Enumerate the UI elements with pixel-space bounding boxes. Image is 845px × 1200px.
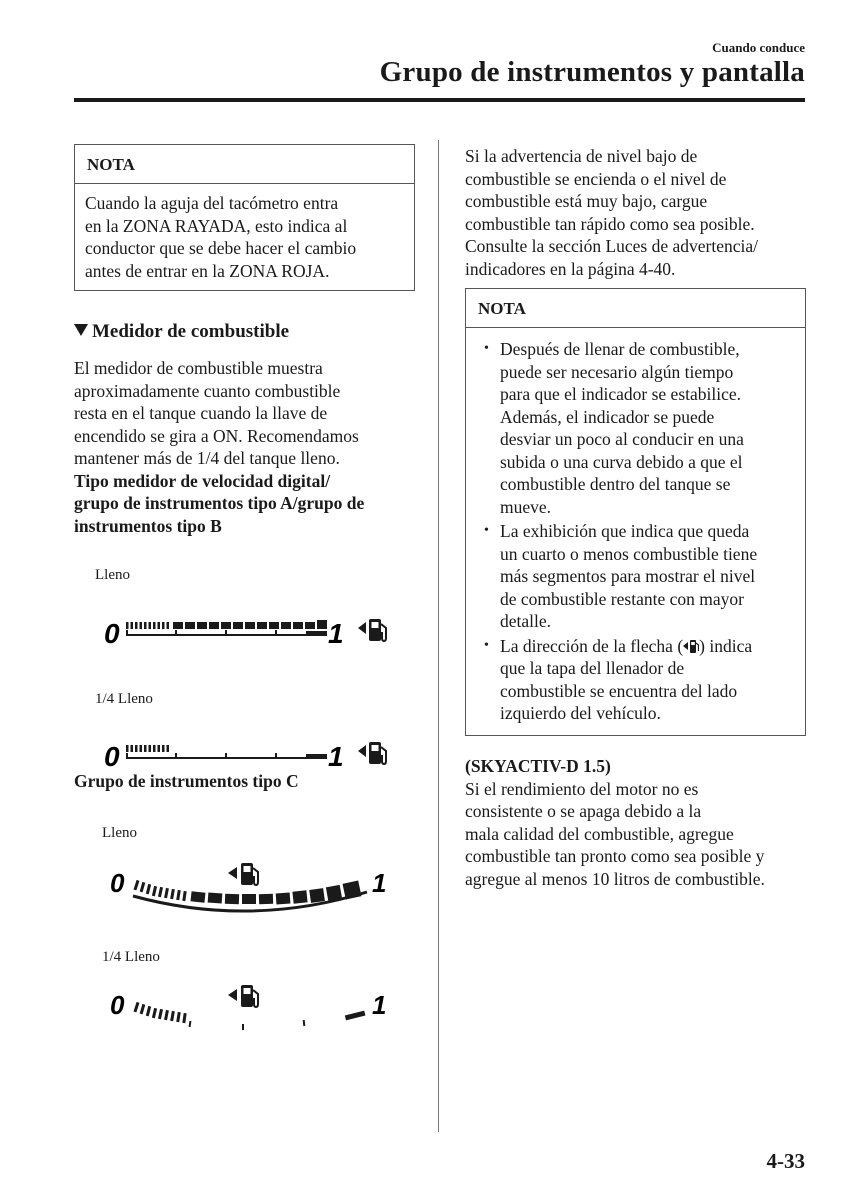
linear-fuel-gauge-quarter	[100, 735, 410, 775]
paragraph-line: resta en el tanque cuando la llave de	[74, 403, 328, 423]
note-line: antes de entrar en la ZONA ROJA.	[85, 260, 330, 281]
note-body	[75, 184, 414, 290]
paragraph-line: mala calidad del combustible, agregue	[465, 823, 734, 844]
paragraph-line: consistente o se apaga debido a la	[465, 801, 702, 821]
gauge-max-label: 1	[328, 618, 344, 649]
note-line: Cuando la aguja del tacómetro entra	[85, 193, 339, 213]
type-ab-heading-line: Tipo medidor de velocidad digital/	[74, 470, 331, 491]
header-rule	[74, 98, 805, 102]
note-line: que la tapa del llenador de	[500, 658, 685, 678]
gauge-baseline	[126, 753, 327, 759]
paragraph-line: encendido se gira a ON. Recomendamos	[74, 425, 359, 446]
note-heading: NOTA	[466, 289, 805, 328]
skyactiv-heading: (SKYACTIV-D 1.5)	[465, 756, 611, 776]
type-ab-heading-line: grupo de instrumentos tipo A/grupo de	[74, 493, 365, 513]
note-body	[466, 328, 805, 735]
note-line: detalle.	[500, 611, 552, 631]
note-box-tachometer	[74, 144, 415, 291]
note-line: para que el indicador se estabilice.	[500, 384, 742, 404]
page-title: Grupo de instrumentos y pantalla	[379, 56, 805, 88]
arc-fuel-gauge-full	[105, 858, 405, 918]
triangle-bullet-icon	[74, 324, 88, 336]
note-bullet	[476, 635, 793, 725]
fuel-gauge-heading	[74, 321, 289, 343]
fuel-pump-icon	[228, 985, 258, 1007]
fuel-pump-icon	[358, 742, 386, 764]
note-line: en la ZONA RAYADA, esto indica al	[85, 215, 348, 236]
fuel-pump-icon	[358, 619, 386, 641]
note-line-with-icon	[500, 635, 793, 658]
gauge-min-label: 0	[104, 741, 120, 772]
note-line: • Después de llenar de combustible,	[500, 339, 740, 359]
paragraph-line: Consulte la sección Luces de advertencia/	[465, 236, 759, 256]
paragraph-line: aproximadamente cuanto combustible	[74, 380, 341, 401]
gauge-baseline	[126, 630, 327, 636]
gauge-max-label: 1	[372, 868, 387, 898]
fuel-gauge-heading-text: Medidor de combustible	[92, 321, 290, 342]
linear-fuel-gauge-full	[100, 612, 410, 652]
paragraph-line: agregue al menos 10 litros de combustible.	[465, 868, 765, 889]
note-line: izquierdo del vehículo.	[500, 703, 661, 723]
skyactiv-section	[465, 755, 810, 890]
type-ab-quarter-label: 1/4 Lleno	[95, 691, 153, 707]
note-line: puede ser necesario algún tiempo	[500, 361, 734, 382]
paragraph-line: combustible tan rápido como sea posible.	[465, 213, 755, 234]
gauge-segments	[126, 745, 169, 752]
note-line: más segmentos para mostrar el nivel	[500, 566, 756, 586]
type-ab-full-label: Lleno	[95, 567, 130, 583]
gauge-max-label: 1	[328, 741, 344, 772]
note-line: desviar un poco al conducir en una	[500, 429, 744, 449]
arc-fuel-gauge-quarter	[105, 980, 405, 1040]
paragraph-line: combustible tan pronto como sea posible y	[465, 846, 765, 866]
paragraph-line: combustible se encienda o el nivel de	[465, 168, 727, 189]
low-fuel-paragraph	[465, 145, 810, 280]
gauge-segments	[134, 1002, 187, 1023]
note-heading: NOTA	[75, 145, 414, 184]
fuel-paragraph	[74, 357, 424, 537]
note-bullet	[476, 520, 793, 633]
note-text: La dirección de la flecha (	[500, 635, 684, 656]
section-label: Cuando conduce	[712, 40, 805, 55]
column-divider	[438, 140, 439, 1132]
note-line: conductor que se debe hacer el cambio	[85, 238, 357, 258]
gauge-min-label: 0	[104, 618, 120, 649]
note-line: • La exhibición que indica que queda	[500, 521, 750, 541]
gauge-baseline	[189, 1011, 366, 1030]
gauge-segments	[126, 620, 327, 629]
type-c-full-label: Lleno	[102, 825, 137, 841]
type-ab-heading-line: instrumentos tipo B	[74, 515, 222, 536]
note-line: Además, el indicador se puede	[500, 406, 715, 427]
note-line: de combustible restante con mayor	[500, 588, 744, 609]
note-line: un cuarto o menos combustible tiene	[500, 543, 758, 564]
paragraph-line: mantener más de 1/4 del tanque lleno.	[74, 448, 340, 468]
fuel-pump-arrow-icon	[683, 639, 699, 654]
paragraph-line: indicadores en la página 4-40.	[465, 258, 676, 279]
paragraph-line: Si el rendimiento del motor no es	[465, 778, 699, 799]
note-bullet	[476, 338, 793, 518]
paragraph-line: combustible está muy bajo, cargue	[465, 191, 708, 211]
paragraph-line: Si la advertencia de nivel bajo de	[465, 146, 698, 166]
note-line: combustible dentro del tanque se	[500, 474, 731, 494]
note-text: ) indica	[699, 635, 753, 656]
gauge-min-label: 0	[110, 990, 125, 1020]
fuel-pump-icon	[228, 863, 258, 885]
note-line: subida o una curva debido a que el	[500, 451, 743, 472]
gauge-min-label: 0	[110, 868, 125, 898]
note-box-fuel	[465, 288, 806, 736]
paragraph-line: El medidor de combustible muestra	[74, 358, 323, 378]
type-c-quarter-label: 1/4 Lleno	[102, 949, 160, 965]
note-line: combustible se encuentra del lado	[500, 680, 738, 701]
note-line: mueve.	[500, 496, 552, 517]
gauge-max-label: 1	[372, 990, 387, 1020]
type-c-heading: Grupo de instrumentos tipo C	[74, 771, 299, 791]
page-number: 4-33	[766, 1149, 805, 1173]
